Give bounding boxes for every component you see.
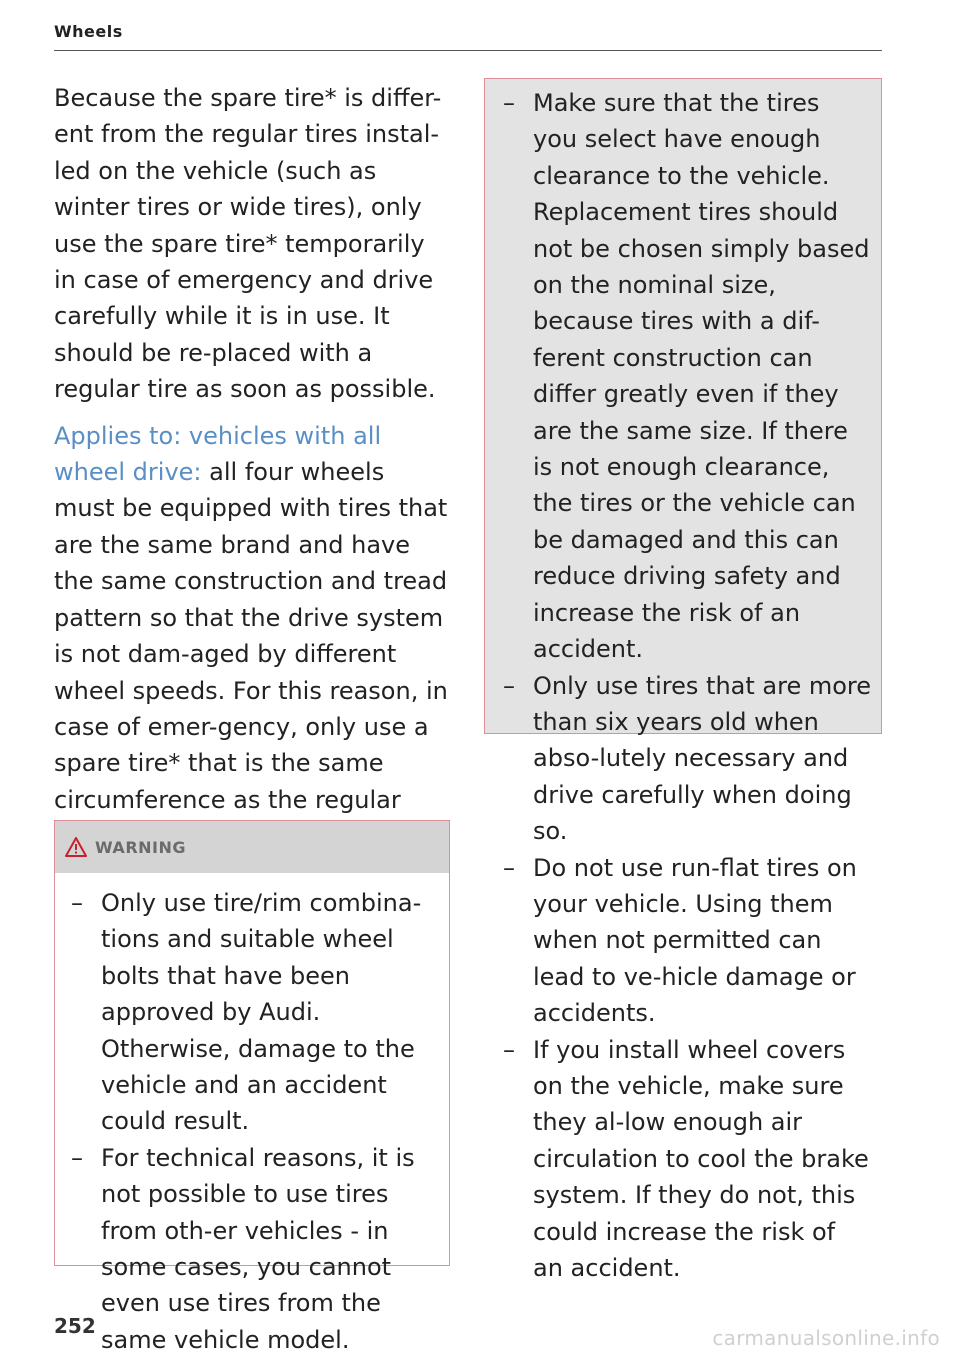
- warning-item-text: Only use tires that are more than six years old when abso-lutely necessary and drive carefully when doing so.: [533, 671, 872, 846]
- warning-item: – Do not use run-flat tires on your vehicle. Using them when not permitted can lead to ve-hicle damage or accidents.: [503, 853, 857, 1028]
- page-header-title: Wheels: [54, 22, 123, 41]
- warning-item: – If you install wheel covers on the vehicle, make sure they al-low enough air circulation to cool the brake system. If they do not, this could increase the risk of an accident.: [503, 1035, 869, 1282]
- warning-item-text: Only use tire/rim combina-tions and suitable wheel bolts that have been approved by Audi. Otherwise, damage to the vehicle and an accident could result.: [101, 889, 422, 1136]
- warning-continuation-box: [484, 78, 882, 1282]
- spare-tire-paragraph: Because the spare tire* is differ-ent from the regular tires instal-led on the vehicle (such as winter tires or wide tires), only use the spare tire* temporarily in case of emergency and drive carefully while it is in use. It should be re-placed with a regular tire as soon as possible.: [54, 84, 442, 404]
- warning-header: [55, 821, 449, 873]
- warning-item: – Make sure that the tires you select have enough clearance to the vehicle. Replacement tires should not be chosen simply based on the nominal size, because tires with a dif-ferent construction can differ greatly even if they are the same size. If there is not enough clearance, the tires or the vehicle can be damaged and this can reduce driving safety and increase the risk of an accident.: [503, 89, 870, 664]
- page-number: 252: [54, 1314, 96, 1338]
- awd-paragraph: [54, 418, 452, 855]
- warning-item: – Only use tires that are more than six years old when abso-lutely necessary and drive carefully when doing so.: [503, 671, 872, 846]
- warning-body: [55, 873, 449, 1358]
- watermark: carmanualsonline.info: [712, 1326, 940, 1350]
- warning-triangle-icon: [65, 837, 87, 857]
- warning-item-text: Make sure that the tires you select have enough clearance to the vehicle. Replacement tires should not be chosen simply based on the nominal size, because tires with a dif-ferent construction can differ greatly even if they are the same size. If there is not enough clearance, the tires or the vehicle can be damaged and this can reduce driving safety and increase the risk of an accident.: [533, 89, 870, 664]
- warning-item: – For technical reasons, it is not possible to use tires from oth-er vehicles - in some cases, you cannot even use tires from the same vehicle model.: [71, 1143, 415, 1354]
- warning-item-text: For technical reasons, it is not possible to use tires from oth-er vehicles - in some cases, you cannot even use tires from the same vehicle model.: [101, 1143, 415, 1354]
- warning-item: – Only use tire/rim combina-tions and suitable wheel bolts that have been approved by Audi. Otherwise, damage to the vehicle and an accident could result.: [71, 889, 422, 1136]
- left-column: [54, 80, 452, 865]
- warning-item-text: If you install wheel covers on the vehicle, make sure they al-low enough air circulation to cool the brake system. If they do not, this could increase the risk of an accident.: [533, 1035, 869, 1282]
- header-divider: [54, 50, 882, 51]
- applies-to-label: Applies to: vehicles with all wheel drive:: [54, 421, 382, 487]
- awd-paragraph-text: all four wheels must be equipped with tires that are the same brand and have the same construction and tread pattern so that the drive system is not dam-aged by different wheel speeds. For this reason, in case of emer-gency, only use a spare tire* that is the same circumference as the regular: [54, 458, 448, 814]
- warning-label: WARNING: [95, 837, 186, 857]
- warning-item-text: Do not use run-flat tires on your vehicle. Using them when not permitted can lead to ve-hicle damage or accidents.: [533, 853, 857, 1028]
